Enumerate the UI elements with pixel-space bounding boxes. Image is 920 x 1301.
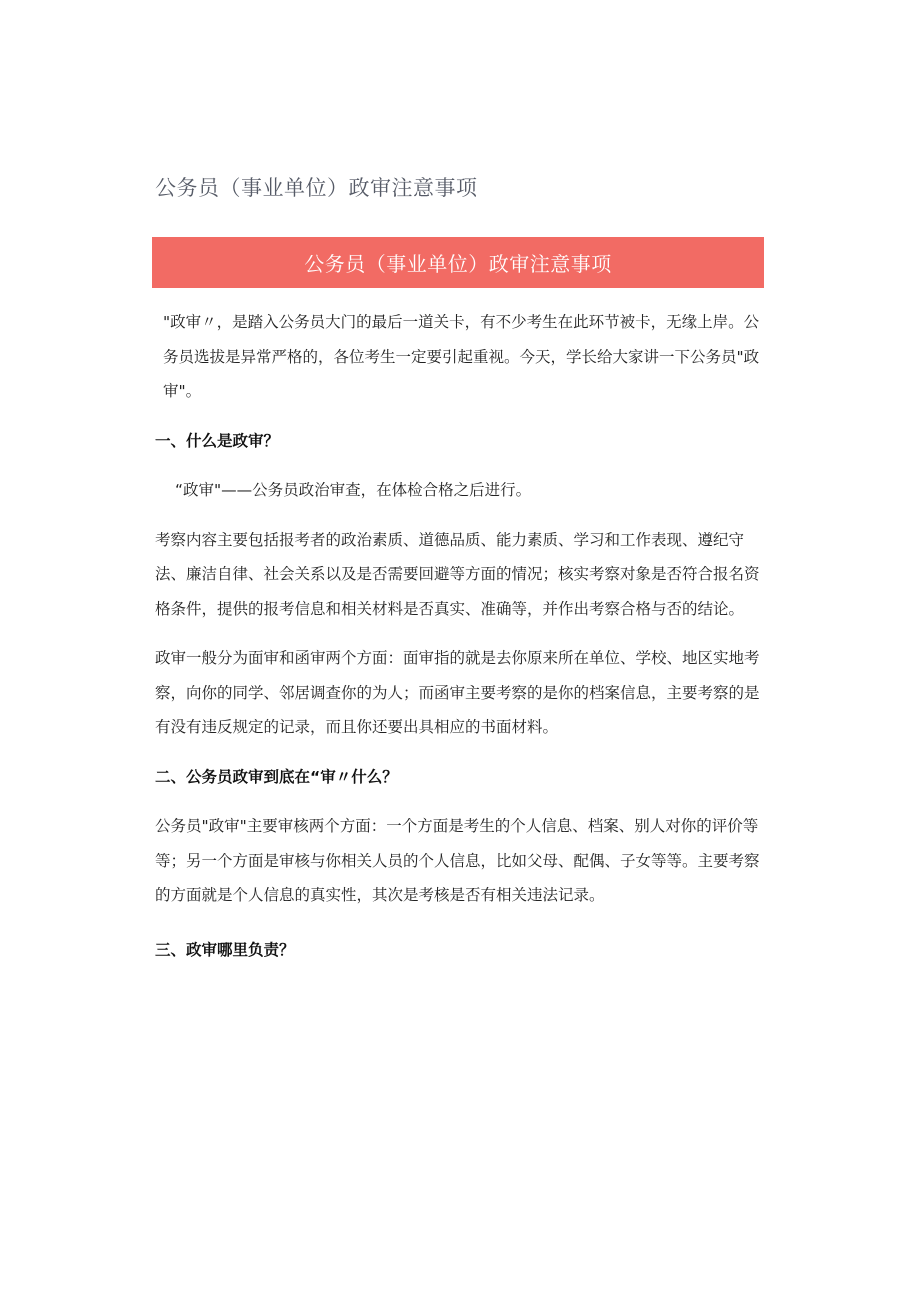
section-heading-2: 二、公务员政审到底在“审〃什么？ — [155, 767, 398, 786]
section-heading-3: 三、政审哪里负责？ — [155, 940, 295, 959]
section-heading-1: 一、什么是政审？ — [155, 431, 280, 450]
page-title: 公务员（事业单位）政审注意事项 — [155, 176, 478, 200]
section-1-paragraph-3: 政审一般分为面审和函审两个方面：面审指的就是去你原来所在单位、学校、地区实地考察，向你的同学、邻居调查你的为人；而函审主要考察的是你的档案信息，主要考察的是有没有违反规定的记录，而且你还要出具相应的书面材料。 — [155, 649, 760, 736]
intro-paragraph: "政审〃，是踏入公务员大门的最后一道关卡，有不少考生在此环节被卡，无缘上岸。公务员选拔是异常严格的，各位考生一定要引起重视。今天，学长给大家讲一下公务员"政审"。 — [163, 313, 760, 400]
section-1-paragraph-1: “政审"——公务员政治审查，在体检合格之后进行。 — [175, 481, 532, 499]
article-body — [155, 305, 767, 982]
title-banner — [152, 237, 764, 288]
section-1-paragraph-2: 考察内容主要包括报考者的政治素质、道德品质、能力素质、学习和工作表现、遵纪守法、廉洁自律、社会关系以及是否需要回避等方面的情况；核实考察对象是否符合报名资格条件，提供的报考信息和相关材料是否真实、准确等，并作出考察合格与否的结论。 — [155, 530, 760, 618]
banner-text: 公务员（事业单位）政审注意事项 — [304, 252, 612, 276]
section-2-paragraph-1: 公务员"政审"主要审核两个方面：一个方面是考生的个人信息、档案、别人对你的评价等等；另一个方面是审核与你相关人员的个人信息，比如父母、配偶、子女等等。主要考察的方面就是个人信息的真实性，其次是考核是否有相关违法记录。 — [155, 817, 760, 904]
